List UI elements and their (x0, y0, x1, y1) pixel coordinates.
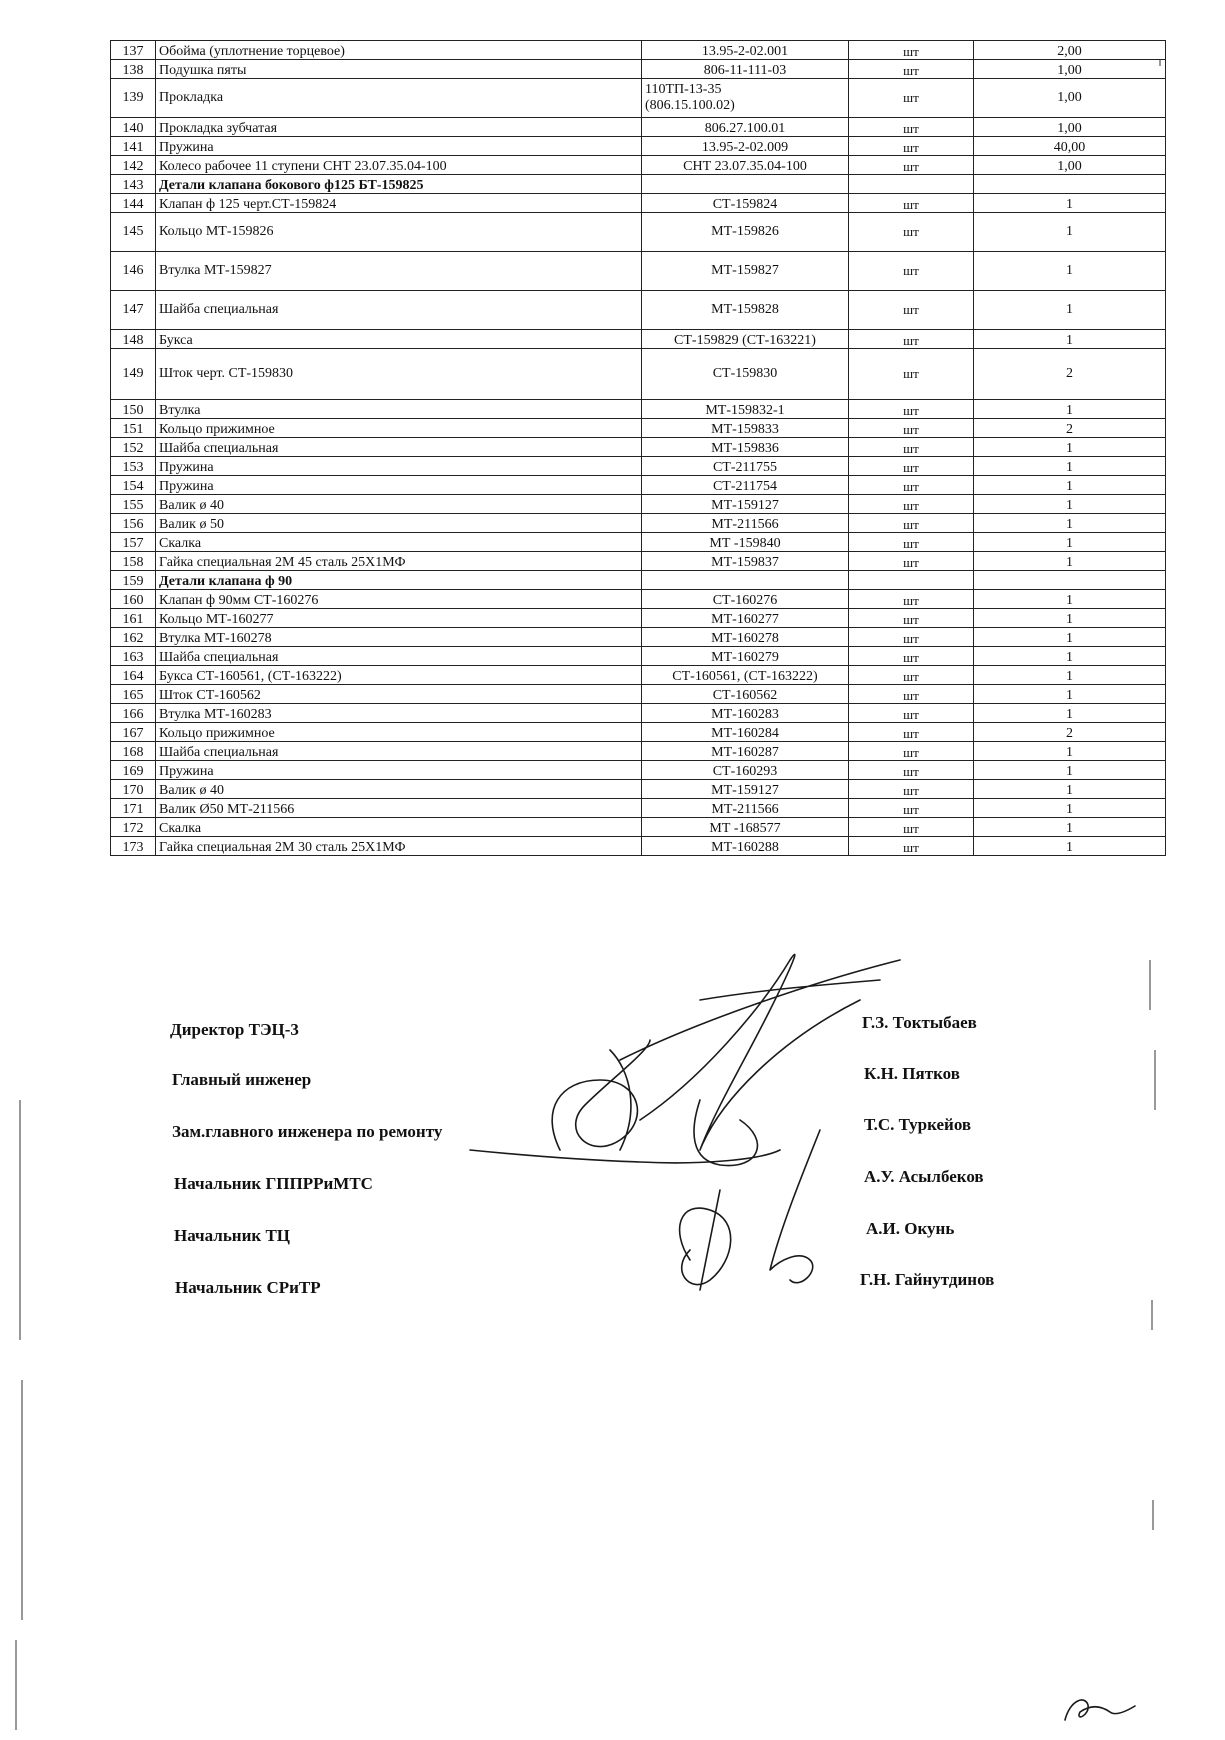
cell-qty: 40,00 (974, 137, 1166, 156)
cell-num: 154 (111, 476, 156, 495)
cell-name: Шток СТ-160562 (156, 685, 642, 704)
cell-num: 144 (111, 194, 156, 213)
cell-name: Прокладка зубчатая (156, 118, 642, 137)
cell-name: Букса (156, 330, 642, 349)
cell-name: Шток черт. СТ-159830 (156, 349, 642, 400)
cell-num: 148 (111, 330, 156, 349)
cell-unit: шт (849, 137, 974, 156)
cell-unit: шт (849, 79, 974, 118)
cell-qty: 1 (974, 742, 1166, 761)
cell-num: 139 (111, 79, 156, 118)
cell-qty: 2 (974, 349, 1166, 400)
cell-code: МТ-159827 (642, 252, 849, 291)
cell-code: МТ-160279 (642, 647, 849, 666)
role-head-sritr: Начальник СРиТР (175, 1278, 321, 1297)
cell-num: 167 (111, 723, 156, 742)
cell-unit: шт (849, 552, 974, 571)
cell-name: Втулка МТ-160283 (156, 704, 642, 723)
cell-unit: шт (849, 609, 974, 628)
cell-num: 155 (111, 495, 156, 514)
cell-unit: шт (849, 799, 974, 818)
cell-name: Валик ø 40 (156, 495, 642, 514)
cell-code: МТ-160283 (642, 704, 849, 723)
cell-num: 173 (111, 837, 156, 856)
cell-qty: 1 (974, 818, 1166, 837)
cell-code: СТ-160562 (642, 685, 849, 704)
cell-code: СТ-159829 (СТ-163221) (642, 330, 849, 349)
cell-unit: шт (849, 156, 974, 175)
cell-num: 151 (111, 419, 156, 438)
cell-code: МТ-160287 (642, 742, 849, 761)
cell-qty: 2 (974, 723, 1166, 742)
cell-qty: 1,00 (974, 79, 1166, 118)
cell-unit: шт (849, 349, 974, 400)
cell-unit: шт (849, 818, 974, 837)
cell-name: Клапан ф 90мм СТ-160276 (156, 590, 642, 609)
cell-qty: 1 (974, 685, 1166, 704)
cell-code: МТ-159832-1 (642, 400, 849, 419)
cell-name: Пружина (156, 476, 642, 495)
signature-deputy-chief-engineer (470, 1100, 780, 1166)
cell-qty: 1 (974, 495, 1166, 514)
cell-num: 165 (111, 685, 156, 704)
cell-code: МТ-211566 (642, 799, 849, 818)
cell-code: МТ-159127 (642, 495, 849, 514)
signature-director (620, 954, 900, 1150)
cell-code: СНТ 23.07.35.04-100 (642, 156, 849, 175)
cell-qty: 2,00 (974, 41, 1166, 60)
cell-unit: шт (849, 514, 974, 533)
cell-qty: 1 (974, 799, 1166, 818)
cell-num: 152 (111, 438, 156, 457)
cell-name: Втулка МТ-160278 (156, 628, 642, 647)
cell-unit: шт (849, 723, 974, 742)
cell-unit: шт (849, 780, 974, 799)
role-head-gpprrimts: Начальник ГППРРиМТС (174, 1174, 373, 1193)
person-toktybaev: Г.З. Токтыбаев (862, 1013, 977, 1032)
cell-unit: шт (849, 628, 974, 647)
cell-num: 162 (111, 628, 156, 647)
cell-name: Пружина (156, 457, 642, 476)
cell-code: СТ-211755 (642, 457, 849, 476)
cell-code: МТ-160284 (642, 723, 849, 742)
cell-num: 150 (111, 400, 156, 419)
cell-name: Кольцо прижимное (156, 419, 642, 438)
role-head-tc: Начальник ТЦ (174, 1226, 291, 1245)
cell-code: СТ-159824 (642, 194, 849, 213)
cell-code: МТ-159837 (642, 552, 849, 571)
cell-name: Кольцо прижимное (156, 723, 642, 742)
cell-num: 168 (111, 742, 156, 761)
cell-num: 164 (111, 666, 156, 685)
cell-qty: 1 (974, 590, 1166, 609)
cell-num: 137 (111, 41, 156, 60)
signature-head-tc (680, 1190, 731, 1290)
person-pyatkov: К.Н. Пятков (864, 1064, 960, 1083)
cell-name: Клапан ф 125 черт.СТ-159824 (156, 194, 642, 213)
cell-qty: 1 (974, 609, 1166, 628)
cell-qty: 1 (974, 194, 1166, 213)
cell-name: Обойма (уплотнение торцевое) (156, 41, 642, 60)
cell-name: Шайба специальная (156, 291, 642, 330)
cell-qty: 1 (974, 457, 1166, 476)
role-deputy-chief-engineer: Зам.главного инженера по ремонту (172, 1122, 443, 1141)
cell-unit: шт (849, 41, 974, 60)
cell-qty: 1 (974, 628, 1166, 647)
cell-name: Скалка (156, 533, 642, 552)
cell-num: 171 (111, 799, 156, 818)
cell-name: Втулка МТ-159827 (156, 252, 642, 291)
cell-code: МТ-160288 (642, 837, 849, 856)
cell-qty: 1 (974, 514, 1166, 533)
cell-code: МТ-211566 (642, 514, 849, 533)
cell-name: Детали клапана бокового ф125 БТ-159825 (156, 175, 642, 194)
cell-unit: шт (849, 60, 974, 79)
cell-code: СТ-160276 (642, 590, 849, 609)
cell-name: Кольцо МТ-160277 (156, 609, 642, 628)
cell-code: 806-11-111-03 (642, 60, 849, 79)
cell-name: Пружина (156, 761, 642, 780)
cell-code: СТ-159830 (642, 349, 849, 400)
cell-qty: 1 (974, 330, 1166, 349)
cell-num: 146 (111, 252, 156, 291)
signature-initial-footer (1065, 1700, 1135, 1720)
cell-num: 157 (111, 533, 156, 552)
cell-unit: шт (849, 476, 974, 495)
cell-name: Кольцо МТ-159826 (156, 213, 642, 252)
cell-num: 158 (111, 552, 156, 571)
cell-qty: 1,00 (974, 156, 1166, 175)
cell-qty: 1 (974, 761, 1166, 780)
cell-qty: 1 (974, 252, 1166, 291)
cell-qty: 1 (974, 438, 1166, 457)
cell-qty: 1 (974, 400, 1166, 419)
role-chief-engineer: Главный инженер (172, 1070, 312, 1089)
cell-unit: шт (849, 252, 974, 291)
cell-code: МТ-159826 (642, 213, 849, 252)
cell-name: Подушка пяты (156, 60, 642, 79)
cell-unit: шт (849, 213, 974, 252)
cell-unit: шт (849, 400, 974, 419)
cell-code: МТ-159127 (642, 780, 849, 799)
person-turkeyov: Т.С. Туркейов (864, 1115, 972, 1134)
cell-qty: 1 (974, 533, 1166, 552)
cell-unit: шт (849, 590, 974, 609)
cell-name: Гайка специальная 2М 45 сталь 25Х1МФ (156, 552, 642, 571)
cell-qty: 1 (974, 666, 1166, 685)
signature-head-sritr (770, 1130, 820, 1283)
cell-qty: 1 (974, 780, 1166, 799)
cell-num: 170 (111, 780, 156, 799)
cell-name: Прокладка (156, 79, 642, 118)
cell-code: МТ-159828 (642, 291, 849, 330)
cell-unit: шт (849, 330, 974, 349)
cell-qty: 1 (974, 476, 1166, 495)
person-asylbekov: А.У. Асылбеков (864, 1167, 984, 1186)
cell-qty: 1 (974, 291, 1166, 330)
cell-num: 140 (111, 118, 156, 137)
cell-qty: 1 (974, 552, 1166, 571)
cell-name: Шайба специальная (156, 647, 642, 666)
cell-num: 159 (111, 571, 156, 590)
cell-unit: шт (849, 419, 974, 438)
cell-code: МТ-159833 (642, 419, 849, 438)
cell-name: Шайба специальная (156, 742, 642, 761)
cell-code: МТ -168577 (642, 818, 849, 837)
cell-code: СТ-211754 (642, 476, 849, 495)
cell-code: СТ-160293 (642, 761, 849, 780)
cell-num: 161 (111, 609, 156, 628)
cell-unit: шт (849, 438, 974, 457)
cell-name: Шайба специальная (156, 438, 642, 457)
cell-qty: 1,00 (974, 60, 1166, 79)
person-gainutdinov: Г.Н. Гайнутдинов (860, 1270, 995, 1289)
cell-num: 169 (111, 761, 156, 780)
cell-unit: шт (849, 495, 974, 514)
cell-unit: шт (849, 761, 974, 780)
cell-code: МТ -159840 (642, 533, 849, 552)
cell-unit: шт (849, 685, 974, 704)
cell-qty: 2 (974, 419, 1166, 438)
cell-unit: шт (849, 837, 974, 856)
role-director: Директор ТЭЦ-3 (170, 1020, 299, 1039)
cell-unit: шт (849, 666, 974, 685)
cell-code: СТ-160561, (СТ-163222) (642, 666, 849, 685)
cell-unit: шт (849, 647, 974, 666)
cell-name: Букса СТ-160561, (СТ-163222) (156, 666, 642, 685)
cell-name: Детали клапана ф 90 (156, 571, 642, 590)
cell-qty: 1 (974, 837, 1166, 856)
cell-name: Валик ø 50 (156, 514, 642, 533)
cell-qty: 1 (974, 213, 1166, 252)
cell-num: 149 (111, 349, 156, 400)
cell-unit: шт (849, 118, 974, 137)
cell-qty: 1 (974, 704, 1166, 723)
cell-num: 138 (111, 60, 156, 79)
cell-code: 806.27.100.01 (642, 118, 849, 137)
cell-num: 172 (111, 818, 156, 837)
cell-code: 13.95-2-02.009 (642, 137, 849, 156)
cell-num: 163 (111, 647, 156, 666)
cell-num: 141 (111, 137, 156, 156)
cell-unit: шт (849, 291, 974, 330)
cell-num: 142 (111, 156, 156, 175)
cell-num: 145 (111, 213, 156, 252)
cell-name: Гайка специальная 2М 30 сталь 25Х1МФ (156, 837, 642, 856)
cell-unit: шт (849, 704, 974, 723)
cell-qty: 1,00 (974, 118, 1166, 137)
cell-name: Валик ø 40 (156, 780, 642, 799)
cell-unit: шт (849, 742, 974, 761)
cell-unit: шт (849, 457, 974, 476)
cell-num: 156 (111, 514, 156, 533)
cell-unit: шт (849, 194, 974, 213)
cell-num: 153 (111, 457, 156, 476)
person-okun: А.И. Окунь (866, 1219, 955, 1238)
cell-code: МТ-159836 (642, 438, 849, 457)
cell-name: Пружина (156, 137, 642, 156)
cell-name: Втулка (156, 400, 642, 419)
cell-qty: 1 (974, 647, 1166, 666)
cell-code: 13.95-2-02.001 (642, 41, 849, 60)
cell-num: 147 (111, 291, 156, 330)
cell-unit: шт (849, 533, 974, 552)
cell-name: Скалка (156, 818, 642, 837)
cell-code: МТ-160278 (642, 628, 849, 647)
cell-num: 160 (111, 590, 156, 609)
signature-chief-engineer (552, 1040, 650, 1150)
cell-num: 166 (111, 704, 156, 723)
cell-name: Колесо рабочее 11 ступени СНТ 23.07.35.04-100 (156, 156, 642, 175)
cell-code: 110ТП-13-35 (806.15.100.02) (642, 79, 849, 118)
cell-name: Валик Ø50 МТ-211566 (156, 799, 642, 818)
cell-num: 143 (111, 175, 156, 194)
cell-code: МТ-160277 (642, 609, 849, 628)
